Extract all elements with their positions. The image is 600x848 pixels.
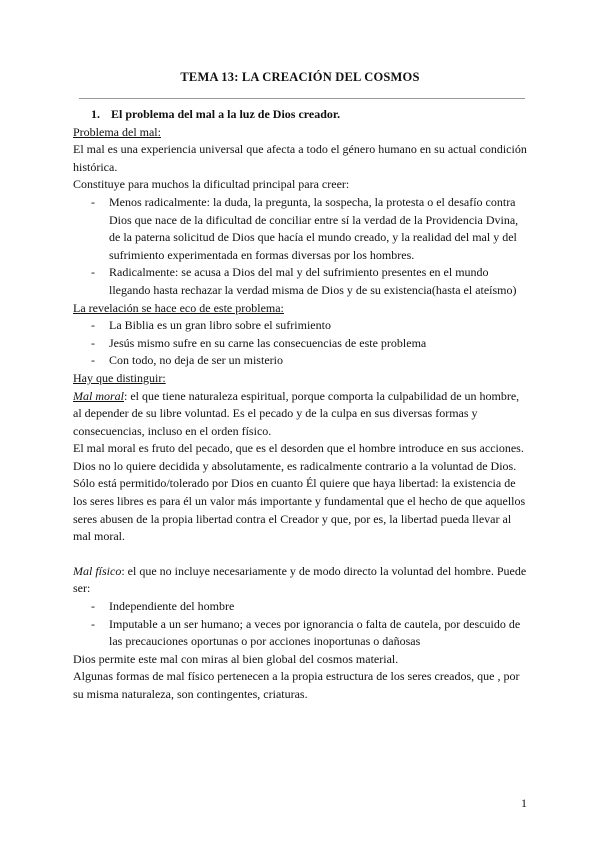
subheading-revelacion: La revelación se hace eco de este problema: xyxy=(73,300,284,315)
document-body xyxy=(73,106,529,704)
list-item-text: Jesús mismo sufre en su carne las consecuencias de este problema xyxy=(109,335,427,350)
dash-bullet: - xyxy=(91,616,95,631)
section-number: 1. xyxy=(91,107,100,121)
paragraph-algunas-formas: Algunas formas de mal físico pertenecen a la propia estructura de los seres creados, que , por su misma naturaleza, son contingentes, criaturas. xyxy=(73,669,520,701)
paragraph-mal-fisico xyxy=(73,563,529,598)
list-item xyxy=(73,317,529,335)
paragraph-permitido: Sólo está permitido/tolerado por Dios en cuanto Él quiere que haya libertad: la existencia de los seres libres es para él un valor más importante y fundamental que el hecho de que aquellos seres abusen de la propia libertad contra el Creador y que, por es, la libertad pueda llevar al mal moral. xyxy=(73,476,526,544)
paragraph-dios-permite: Dios permite este mal con miras al bien global del cosmos material. xyxy=(73,651,399,666)
term-mal-moral: Mal moral xyxy=(73,388,124,403)
list-revelacion xyxy=(73,317,529,370)
term-mal-fisico: Mal físico xyxy=(73,563,122,578)
dash-bullet: - xyxy=(91,335,95,350)
list-mal-fisico xyxy=(73,598,529,651)
list-item xyxy=(73,616,529,651)
paragraph-mal-moral xyxy=(73,388,529,441)
list-item-text: Independiente del hombre xyxy=(109,599,235,614)
list-item-text: Menos radicalmente: la duda, la pregunta, la sospecha, la protesta o el desafío contra Dios que nace de la dificultad de conciliar entre sí la verdad de la Providencia Dvina, de la paterna solicitud de Dios que hacía el mundo creado, y la realidad del mal y del sufrimiento experimentada en formas diversas por los hombres. xyxy=(109,194,519,262)
dash-bullet: - xyxy=(91,599,95,614)
paragraph-constituye: Constituye para muchos la dificultad principal para creer: xyxy=(73,177,350,192)
list-item xyxy=(73,352,529,370)
paragraph-mal-moral-fruto: El mal moral es fruto del pecado, que es el desorden que el hombre introduce en sus acciones. Dios no lo quiere decidida y absolutamente, es radicalmente contrario a la voluntad de Dios. xyxy=(73,441,524,473)
list-dificultades xyxy=(73,194,529,300)
page-number: 1 xyxy=(521,796,527,810)
list-item xyxy=(73,264,529,299)
subheading-problema: Problema del mal: xyxy=(73,124,161,139)
list-item-text: La Biblia es un gran libro sobre el sufrimiento xyxy=(109,318,331,333)
paragraph-intro: El mal es una experiencia universal que afecta a todo el género humano en su actual condición histórica. xyxy=(73,142,527,174)
blank-line xyxy=(73,546,529,563)
list-item-text: Radicalmente: se acusa a Dios del mal y del sufrimiento presentes en el mundo llegando hasta rechazar la verdad misma de Dios y de su existencia(hasta el ateísmo) xyxy=(109,265,517,297)
list-item-text: Imputable a un ser humano; a veces por ignorancia o falta de cautela, por descuido de las precauciones oportunas o por acciones inoportunas o dañosas xyxy=(109,616,521,649)
subheading-distinguir: Hay que distinguir: xyxy=(73,370,166,385)
page-title: TEMA 13: LA CREACIÓN DEL COSMOS xyxy=(180,70,420,84)
list-item xyxy=(73,598,529,616)
title-divider xyxy=(79,98,525,99)
section-heading xyxy=(73,106,529,124)
mal-fisico-definition: : el que no incluye necesariamente y de modo directo la voluntad del hombre. Puede ser: xyxy=(73,563,527,596)
dash-bullet: - xyxy=(91,194,95,209)
list-item-text: Con todo, no deja de ser un misterio xyxy=(109,353,283,368)
mal-moral-definition: : el que tiene naturaleza espiritual, porque comporta la culpabilidad de un hombre, al depender de su libre voluntad. Es el pecado y de la culpa en sus diversas formas y consecuencias, incluso en el orden físico. xyxy=(73,388,520,438)
dash-bullet: - xyxy=(91,265,95,280)
section-title: El problema del mal a la luz de Dios creador. xyxy=(111,107,341,121)
dash-bullet: - xyxy=(91,353,95,368)
list-item xyxy=(73,335,529,353)
dash-bullet: - xyxy=(91,318,95,333)
list-item xyxy=(73,194,529,264)
